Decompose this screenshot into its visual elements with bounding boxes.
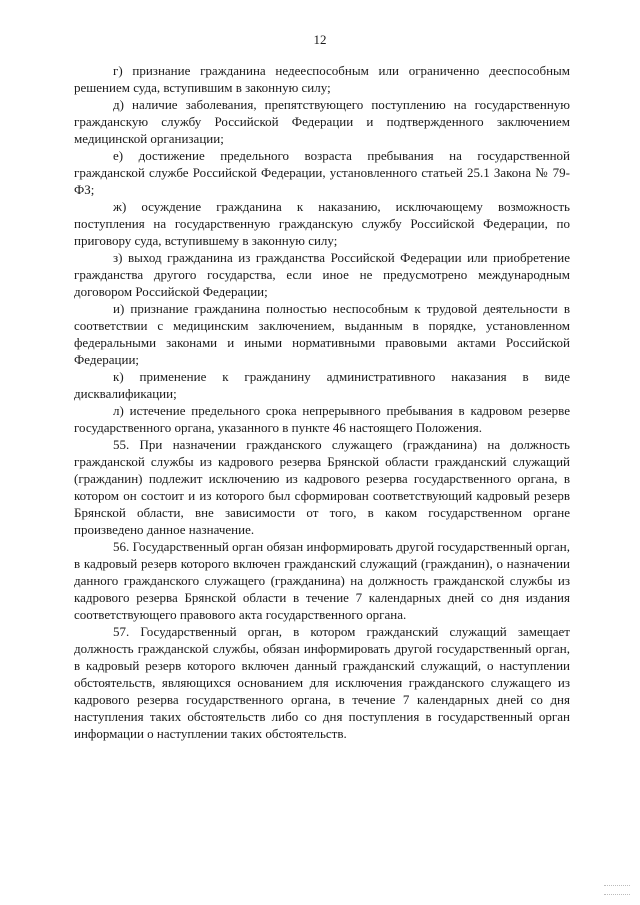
paragraph-e: е) достижение предельного возраста пребывания на государственной гражданской службе Российской Федерации, установленного статьей 25.1 Закона № 79-ФЗ;: [74, 148, 570, 197]
paragraph-56: 56. Государственный орган обязан информировать другой государственный орган, в кадровый резерв которого включен гражданский служащий (гражданин), о назначении данного гражданского служащего (гражданина) на должность гражданской службы из кадрового резерва Брянской области в течение 7 календарных дней со дня издания соответствующего правового акта государственного органа.: [74, 539, 570, 622]
paragraph-k: к) применение к гражданину административного наказания в виде дисквалификации;: [74, 369, 570, 401]
scan-mark: [604, 885, 630, 895]
paragraph-g: г) признание гражданина недееспособным или ограниченно дееспособным решением суда, вступившим в законную силу;: [74, 63, 570, 95]
paragraph-z: з) выход гражданина из гражданства Российской Федерации или приобретение гражданства другого государства, если иное не предусмотрено международным договором Российской Федерации;: [74, 250, 570, 299]
page-number: 12: [313, 32, 327, 47]
document-body: [74, 62, 570, 742]
paragraph-55: 55. При назначении гражданского служащего (гражданина) на должность гражданской службы из кадрового резерва Брянской области гражданский служащий (гражданин) подлежит исключению из кадрового резерва государственного органа, в котором он состоит и из которого был сформирован соответствующий кадровый резерв Брянской области, вне зависимости от того, в каком государственном органе произведено данное назначение.: [74, 437, 570, 537]
paragraph-zh: ж) осуждение гражданина к наказанию, исключающему возможность поступления на государственную гражданскую службу Российской Федерации, по приговору суда, вступившему в законную силу;: [74, 199, 570, 248]
paragraph-57: 57. Государственный орган, в котором гражданский служащий замещает должность гражданской службы, обязан информировать другой государственный орган, в кадровый резерв которого включен данный гражданский служащий, о наступлении обстоятельств, являющихся основанием для исключения гражданского служащего из кадрового резерва государственного органа, в течение 7 календарных дней со дня наступления таких обстоятельств либо со дня поступления в государственный орган информации о наступлении таких обстоятельств.: [74, 624, 570, 741]
paragraph-d: д) наличие заболевания, препятствующего поступлению на государственную гражданскую службу Российской Федерации и подтвержденного заключением медицинской организации;: [74, 97, 570, 146]
paragraph-i: и) признание гражданина полностью неспособным к трудовой деятельности в соответствии с медицинским заключением, выданным в порядке, установленном федеральными законами и иными нормативными правовыми актами Российской Федерации;: [74, 301, 570, 367]
paragraph-l: л) истечение предельного срока непрерывного пребывания в кадровом резерве государственного органа, указанного в пункте 46 настоящего Положения.: [74, 403, 570, 435]
